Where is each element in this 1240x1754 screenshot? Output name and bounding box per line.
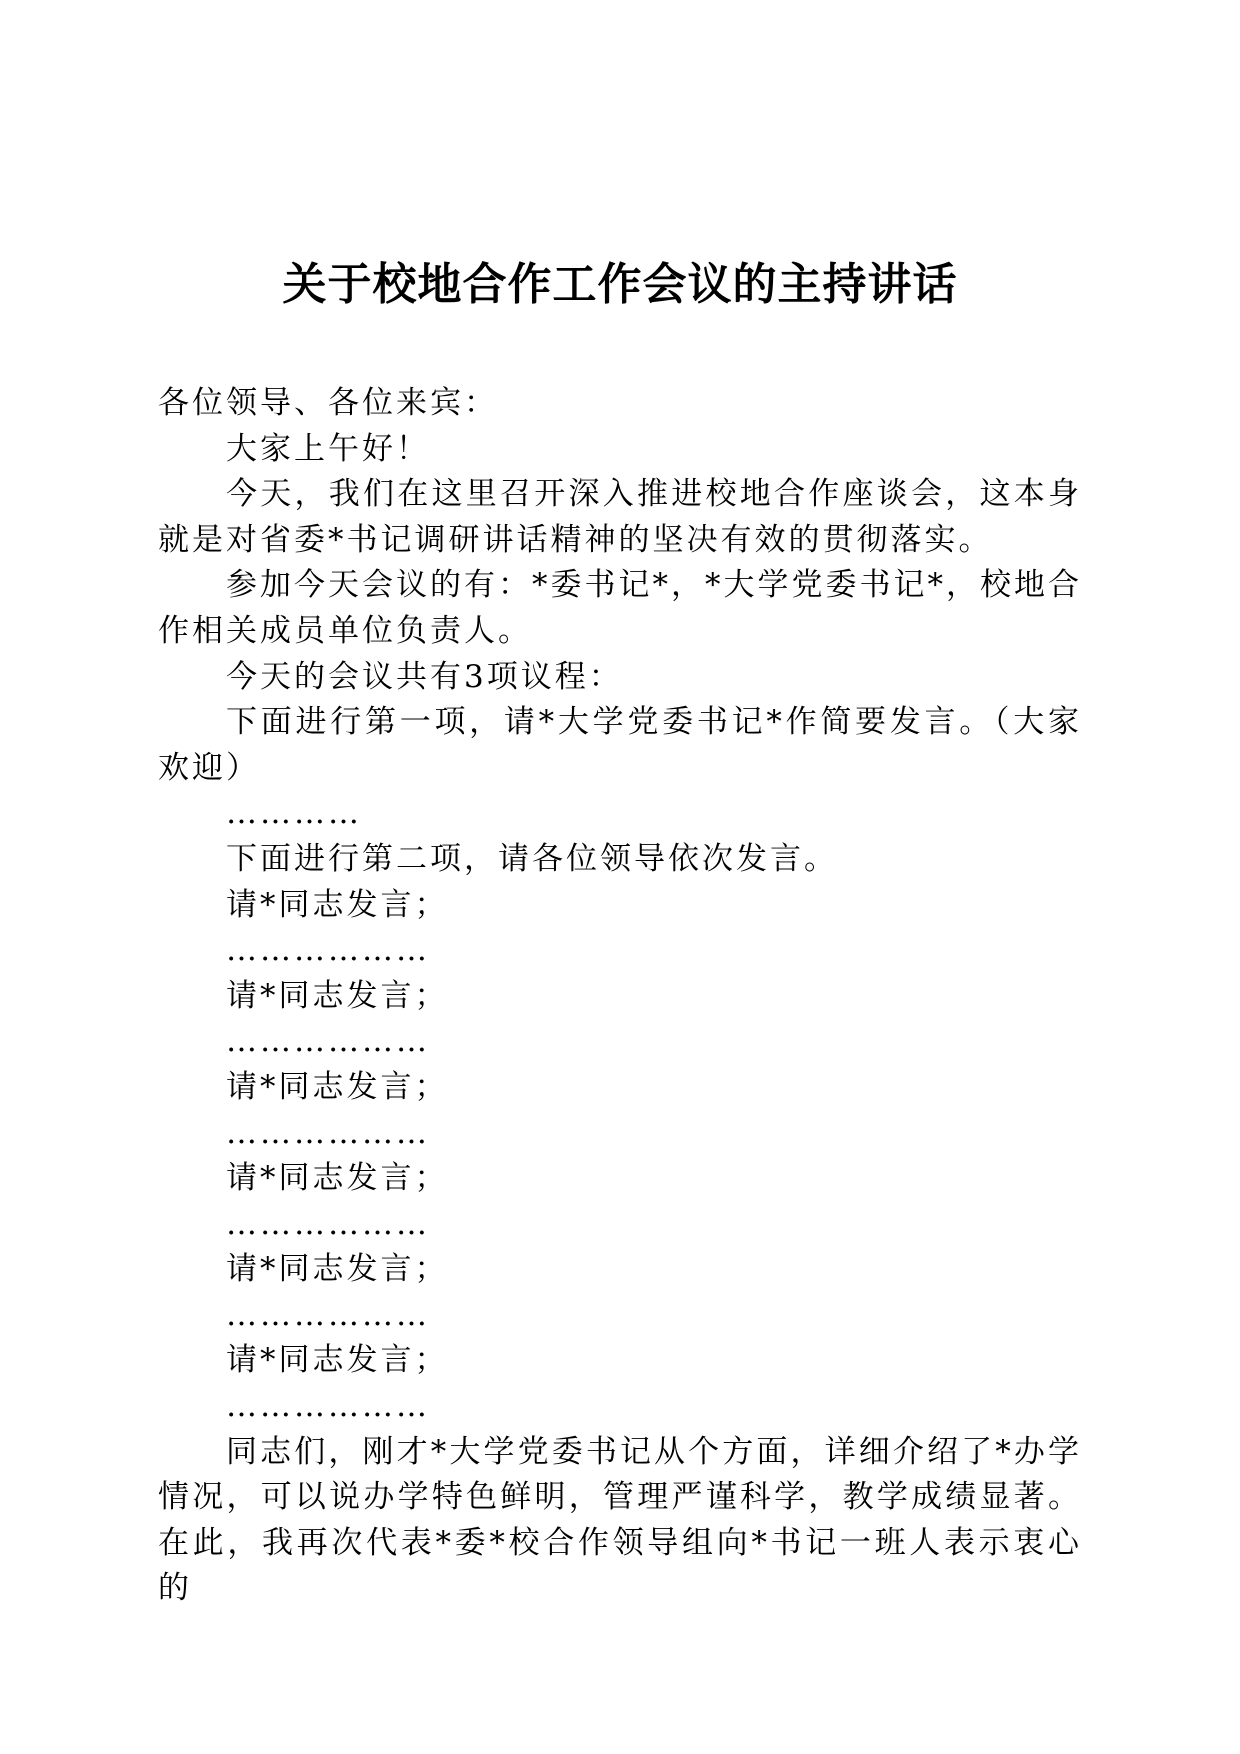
document-title: 关于校地合作工作会议的主持讲话 [282,259,958,310]
paragraph: 请*同志发言； [226,886,449,923]
paragraph: ……………… [226,1205,430,1242]
paragraph: ……………… [226,1296,430,1333]
paragraph: ……………… [226,1388,430,1425]
paragraph: 参加今天会议的有：*委书记*，*大学党委书记*，校地合作相关成员单位负责人。 [158,567,1082,649]
paragraph: ……………… [226,1023,430,1060]
paragraph: ……………… [226,1114,430,1151]
paragraph: 请*同志发言； [226,977,449,1014]
paragraph: 今天的会议共有3项议程： [226,658,623,695]
paragraph: 下面进行第二项，请各位领导依次发言。 [226,840,838,877]
paragraph: 请*同志发言； [226,1342,449,1379]
paragraph: ………… [226,795,362,832]
paragraph: 下面进行第一项，请*大学党委书记*作简要发言。（大家欢迎） [158,704,1082,786]
paragraph: 各位领导、各位来宾： [158,385,498,421]
paragraph: 今天，我们在这里召开深入推进校地合作座谈会，这本身就是对省委*书记调研讲话精神的坚决有效的贯彻落实。 [158,476,1082,558]
paragraph: ……………… [226,932,430,969]
paragraph: 请*同志发言； [226,1160,449,1197]
paragraph: 请*同志发言； [226,1068,449,1105]
paragraph: 请*同志发言； [226,1251,449,1288]
paragraph: 同志们，刚才*大学党委书记从个方面，详细介绍了*办学情况，可以说办学特色鲜明，管理严谨科学，教学成绩显著。在此，我再次代表*委*校合作领导组向*书记一班人表示衷心的 [158,1433,1082,1607]
document-body [158,381,1082,1612]
paragraph: 大家上午好！ [226,430,430,467]
